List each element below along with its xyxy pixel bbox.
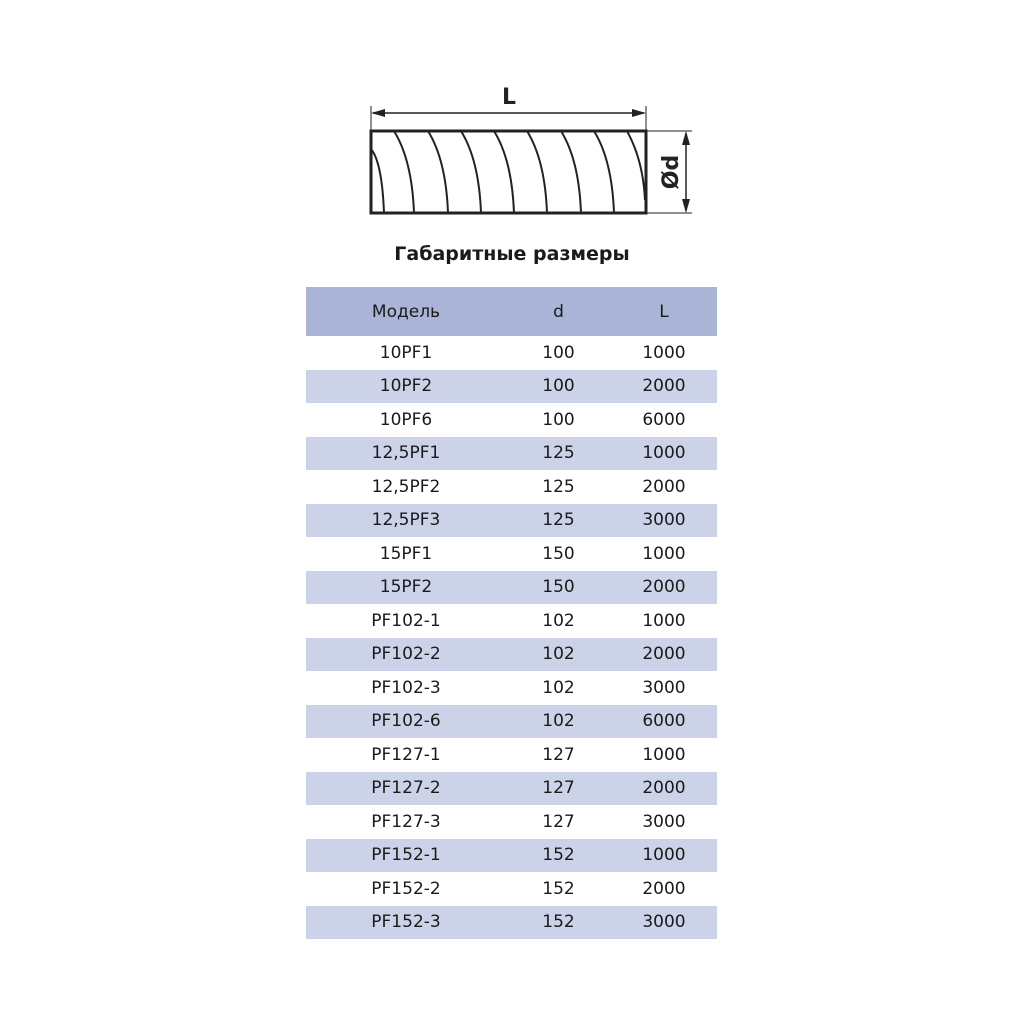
table-row: [306, 906, 717, 940]
cell-d: 127: [542, 778, 575, 799]
cell-l: 1000: [642, 845, 686, 866]
cell-model: 12,5PF1: [371, 443, 441, 464]
cell-l: 6000: [642, 409, 686, 430]
cell-l: 1000: [642, 342, 686, 363]
cell-l: 3000: [642, 677, 686, 698]
table-header: [306, 287, 717, 336]
table-row: [306, 403, 717, 437]
table-row: [306, 638, 717, 672]
table-row: [306, 470, 717, 504]
cell-l: 6000: [642, 711, 686, 732]
cell-model: 12,5PF3: [371, 510, 441, 531]
cell-d: 152: [542, 912, 575, 933]
cell-l: 1000: [642, 443, 686, 464]
cell-model: 12,5PF2: [371, 476, 441, 497]
cell-l: 3000: [642, 510, 686, 531]
header-l: L: [659, 301, 669, 322]
dimensions-table: [306, 287, 717, 939]
cell-l: 3000: [642, 912, 686, 933]
cell-model: 10PF1: [379, 342, 433, 363]
cell-d: 125: [542, 443, 575, 464]
table-row: [306, 738, 717, 772]
cell-d: 152: [542, 878, 575, 899]
cell-d: 125: [542, 510, 575, 531]
cell-l: 2000: [642, 376, 686, 397]
cell-d: 127: [542, 744, 575, 765]
cell-model: 15PF2: [379, 577, 433, 598]
table-row: [306, 872, 717, 906]
cell-d: 102: [542, 677, 575, 698]
cell-d: 127: [542, 811, 575, 832]
header-d: d: [553, 301, 564, 322]
cell-d: 100: [542, 409, 575, 430]
cell-model: PF127-1: [371, 744, 441, 765]
table-row: [306, 437, 717, 471]
cell-d: 100: [542, 342, 575, 363]
cell-model: 10PF2: [379, 376, 433, 397]
cell-model: PF127-2: [371, 778, 441, 799]
cell-l: 2000: [642, 878, 686, 899]
cell-model: PF102-6: [371, 711, 441, 732]
table-row: [306, 537, 717, 571]
flexible-duct-drawing: [360, 80, 700, 220]
table-row: [306, 336, 717, 370]
cell-model: 15PF1: [379, 543, 433, 564]
table-row: [306, 805, 717, 839]
table-row: [306, 671, 717, 705]
cell-d: 102: [542, 711, 575, 732]
table-row: [306, 370, 717, 404]
cell-model: PF152-2: [371, 878, 441, 899]
cell-d: 150: [542, 577, 575, 598]
cell-l: 2000: [642, 577, 686, 598]
cell-d: 152: [542, 845, 575, 866]
table-row: [306, 839, 717, 873]
cell-d: 125: [542, 476, 575, 497]
cell-d: 100: [542, 376, 575, 397]
cell-l: 3000: [642, 811, 686, 832]
section-title: Габаритные размеры: [394, 243, 630, 265]
cell-l: 1000: [642, 610, 686, 631]
table-row: [306, 772, 717, 806]
diameter-label: Ød: [659, 154, 684, 190]
cell-model: PF127-3: [371, 811, 441, 832]
cell-model: PF102-1: [371, 610, 441, 631]
cell-l: 1000: [642, 744, 686, 765]
cell-d: 102: [542, 644, 575, 665]
table-row: [306, 604, 717, 638]
cell-l: 2000: [642, 778, 686, 799]
length-label: L: [501, 85, 517, 110]
cell-model: PF152-3: [371, 912, 441, 933]
cell-model: PF152-1: [371, 845, 441, 866]
cell-model: 10PF6: [379, 409, 433, 430]
table-row: [306, 571, 717, 605]
cell-d: 102: [542, 610, 575, 631]
cell-model: PF102-3: [371, 677, 441, 698]
cell-l: 2000: [642, 476, 686, 497]
cell-l: 1000: [642, 543, 686, 564]
table-row: [306, 504, 717, 538]
table-row: [306, 705, 717, 739]
cell-d: 150: [542, 543, 575, 564]
cell-l: 2000: [642, 644, 686, 665]
cell-model: PF102-2: [371, 644, 441, 665]
header-model: Модель: [371, 301, 441, 322]
